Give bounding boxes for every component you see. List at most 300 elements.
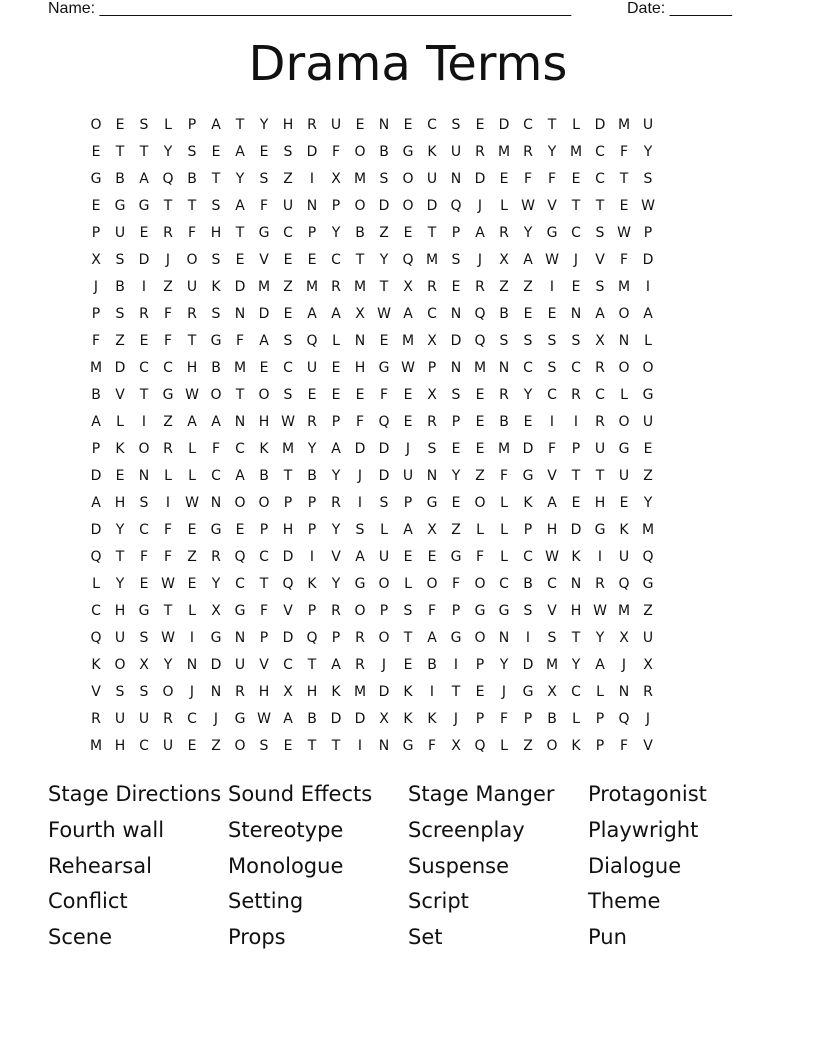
grid-letter: U (114, 629, 126, 646)
grid-letter: F (91, 332, 101, 349)
grid-letter: B (379, 143, 389, 160)
grid-letter: Q (474, 332, 486, 349)
grid-letter: E (379, 332, 389, 349)
grid-letter: T (451, 683, 461, 700)
grid-letter: S (139, 116, 149, 133)
grid-letter: F (163, 521, 173, 538)
grid-letter: P (307, 521, 317, 538)
grid-letter: F (427, 737, 437, 754)
word-bank-item: Pun (588, 925, 627, 950)
grid-letter: Q (474, 737, 486, 754)
grid-letter: F (235, 332, 245, 349)
grid-letter: G (210, 332, 222, 349)
grid-letter: U (594, 440, 606, 457)
grid-letter: A (331, 656, 341, 673)
grid-letter: A (211, 116, 221, 133)
word-bank-item: Protagonist (588, 782, 707, 806)
grid-letter: B (499, 305, 509, 322)
grid-letter: E (283, 251, 293, 268)
grid-letter: Q (618, 710, 630, 727)
grid-letter: R (307, 116, 317, 133)
grid-letter: V (283, 602, 293, 619)
grid-letter: R (355, 629, 365, 646)
grid-letter: G (402, 143, 414, 160)
grid-letter: C (235, 440, 245, 457)
grid-letter: L (500, 737, 508, 754)
grid-row (84, 381, 732, 408)
grid-letter: U (642, 116, 654, 133)
grid-letter: D (378, 683, 390, 700)
word-bank-item: Stage Directions (48, 782, 222, 806)
grid-letter: P (379, 602, 389, 619)
grid-letter: E (91, 197, 101, 214)
grid-row (84, 570, 732, 597)
grid-letter: R (595, 575, 605, 592)
grid-letter: F (163, 548, 173, 565)
grid-letter: R (91, 710, 101, 727)
grid-letter: W (401, 359, 415, 376)
grid-letter: C (139, 521, 149, 538)
grid-letter: T (427, 224, 437, 241)
grid-letter: S (547, 629, 557, 646)
grid-letter: E (307, 251, 317, 268)
grid-letter: C (523, 116, 533, 133)
grid-letter: V (331, 548, 341, 565)
grid-letter: W (545, 548, 559, 565)
grid-letter: D (474, 170, 486, 187)
name-field-label: Name: _____________________________________________________ (48, 0, 572, 17)
grid-letter: W (281, 413, 295, 430)
grid-letter: T (139, 386, 149, 403)
grid-letter: Z (523, 278, 533, 295)
grid-letter: O (354, 197, 366, 214)
grid-letter: J (477, 197, 483, 214)
grid-letter: E (235, 251, 245, 268)
grid-letter: V (547, 602, 557, 619)
grid-letter: S (139, 683, 149, 700)
grid-letter: L (188, 467, 196, 484)
date-field-label: Date: _______ (627, 0, 732, 17)
grid-letter: S (403, 602, 413, 619)
grid-letter: B (307, 467, 317, 484)
word-bank-item: Dialogue (588, 853, 682, 878)
grid-letter: L (500, 548, 508, 565)
grid-letter: G (378, 359, 390, 376)
grid-letter: X (427, 521, 437, 538)
grid-letter: J (621, 656, 627, 673)
grid-letter: Q (474, 305, 486, 322)
grid-letter: A (595, 305, 605, 322)
grid-letter: T (595, 197, 605, 214)
grid-letter: V (259, 656, 269, 673)
grid-letter: P (307, 602, 317, 619)
grid-letter: U (378, 548, 390, 565)
grid-letter: D (90, 467, 102, 484)
grid-letter: N (378, 116, 390, 133)
grid-letter: M (569, 143, 583, 160)
grid-letter: P (643, 224, 653, 241)
grid-letter: A (211, 413, 221, 430)
grid-letter: Y (595, 629, 605, 646)
grid-letter: T (187, 332, 197, 349)
grid-letter: R (355, 656, 365, 673)
grid-letter: P (451, 224, 461, 241)
grid-letter: X (379, 710, 389, 727)
grid-letter: Y (211, 575, 221, 592)
grid-letter: P (451, 602, 461, 619)
grid-letter: T (259, 575, 269, 592)
grid-letter: M (89, 737, 103, 754)
grid-letter: N (618, 683, 630, 700)
grid-letter: Y (235, 170, 245, 187)
grid-letter: A (403, 305, 413, 322)
grid-letter: I (357, 737, 363, 754)
grid-letter: O (114, 656, 126, 673)
grid-letter: C (571, 683, 581, 700)
grid-letter: F (523, 170, 533, 187)
grid-letter: C (523, 548, 533, 565)
word-bank-item: Fourth wall (48, 817, 165, 842)
grid-letter: R (499, 224, 509, 241)
grid-letter: P (91, 440, 101, 457)
grid-letter: E (259, 143, 269, 160)
grid-letter: L (332, 332, 340, 349)
grid-letter: A (139, 170, 149, 187)
grid-letter: P (451, 413, 461, 430)
grid-letter: G (450, 629, 462, 646)
grid-letter: Y (331, 575, 341, 592)
grid-letter: K (259, 440, 269, 457)
grid-letter: T (163, 602, 173, 619)
grid-row (84, 597, 732, 624)
grid-letter: O (546, 737, 558, 754)
grid-letter: I (453, 656, 459, 673)
grid-letter: B (307, 710, 317, 727)
word-bank-item: Suspense (408, 853, 510, 878)
grid-letter: F (499, 467, 509, 484)
grid-letter: E (403, 413, 413, 430)
grid-letter: R (643, 683, 653, 700)
grid-letter: O (354, 602, 366, 619)
grid-letter: A (475, 224, 485, 241)
grid-letter: Q (306, 629, 318, 646)
grid-letter: A (307, 305, 317, 322)
page-title: Drama Terms (248, 36, 568, 92)
grid-letter: W (257, 710, 271, 727)
grid-letter: L (500, 521, 508, 538)
grid-letter: L (164, 467, 172, 484)
grid-letter: R (331, 494, 341, 511)
grid-letter: J (645, 710, 651, 727)
grid-letter: U (306, 359, 318, 376)
grid-letter: Y (523, 224, 533, 241)
grid-letter: S (523, 602, 533, 619)
grid-letter: S (115, 683, 125, 700)
grid-row (84, 273, 732, 300)
grid-letter: U (282, 197, 294, 214)
grid-letter: Q (642, 548, 654, 565)
grid-row (84, 165, 732, 192)
grid-letter: X (547, 683, 557, 700)
grid-letter: Z (163, 278, 173, 295)
grid-letter: Y (571, 656, 581, 673)
grid-letter: E (643, 440, 653, 457)
grid-letter: D (306, 143, 318, 160)
grid-letter: L (116, 413, 124, 430)
grid-letter: Q (90, 629, 102, 646)
grid-letter: E (91, 143, 101, 160)
grid-letter: G (90, 170, 102, 187)
grid-letter: A (643, 305, 653, 322)
grid-letter: U (642, 629, 654, 646)
grid-letter: S (547, 359, 557, 376)
grid-letter: U (186, 278, 198, 295)
grid-letter: C (187, 710, 197, 727)
grid-letter: Y (523, 386, 533, 403)
grid-letter: E (355, 116, 365, 133)
grid-letter: A (355, 548, 365, 565)
grid-letter: S (139, 629, 149, 646)
grid-letter: F (475, 548, 485, 565)
grid-letter: Z (283, 278, 293, 295)
grid-letter: O (234, 737, 246, 754)
grid-letter: E (403, 116, 413, 133)
grid-letter: Z (283, 170, 293, 187)
grid-letter: N (234, 305, 246, 322)
grid-letter: G (522, 467, 534, 484)
grid-letter: U (642, 413, 654, 430)
grid-letter: E (451, 494, 461, 511)
grid-letter: N (498, 629, 510, 646)
grid-letter: T (307, 656, 317, 673)
grid-letter: P (187, 116, 197, 133)
grid-letter: A (91, 494, 101, 511)
grid-letter: T (547, 116, 557, 133)
grid-letter: J (573, 251, 579, 268)
grid-letter: L (596, 683, 604, 700)
grid-letter: S (523, 332, 533, 349)
grid-letter: B (547, 710, 557, 727)
grid-letter: D (594, 116, 606, 133)
grid-letter: B (187, 170, 197, 187)
grid-letter: E (475, 440, 485, 457)
grid-letter: N (426, 467, 438, 484)
grid-letter: L (572, 116, 580, 133)
grid-letter: S (379, 170, 389, 187)
grid-letter: E (499, 170, 509, 187)
grid-letter: K (403, 710, 413, 727)
grid-letter: C (235, 575, 245, 592)
grid-letter: P (331, 629, 341, 646)
grid-letter: T (403, 629, 413, 646)
grid-letter: E (523, 305, 533, 322)
grid-letter: D (330, 710, 342, 727)
grid-letter: R (187, 305, 197, 322)
grid-letter: E (523, 413, 533, 430)
grid-letter: N (378, 737, 390, 754)
grid-letter: O (642, 359, 654, 376)
grid-letter: S (211, 305, 221, 322)
grid-letter: A (235, 467, 245, 484)
grid-letter: F (619, 737, 629, 754)
grid-letter: K (307, 575, 317, 592)
grid-letter: Y (331, 521, 341, 538)
grid-letter: U (426, 170, 438, 187)
grid-letter: P (403, 494, 413, 511)
grid-letter: K (331, 683, 341, 700)
grid-letter: M (281, 440, 295, 457)
grid-letter: I (165, 494, 171, 511)
grid-letter: O (474, 575, 486, 592)
grid-letter: B (499, 413, 509, 430)
word-bank-item: Rehearsal (48, 853, 152, 878)
grid-letter: B (427, 656, 437, 673)
grid-letter: O (402, 197, 414, 214)
grid-letter: E (451, 440, 461, 457)
grid-letter: L (404, 575, 412, 592)
grid-letter: X (619, 629, 629, 646)
grid-letter: D (426, 197, 438, 214)
grid-letter: Y (547, 143, 557, 160)
grid-letter: J (381, 656, 387, 673)
grid-letter: Z (163, 413, 173, 430)
grid-letter: G (258, 224, 270, 241)
grid-letter: T (307, 737, 317, 754)
grid-letter: S (211, 251, 221, 268)
grid-letter: P (259, 521, 269, 538)
grid-letter: R (427, 278, 437, 295)
grid-letter: E (259, 359, 269, 376)
grid-letter: M (305, 278, 319, 295)
grid-letter: C (547, 575, 557, 592)
grid-letter: M (353, 278, 367, 295)
grid-letter: Q (90, 548, 102, 565)
grid-letter: X (499, 251, 509, 268)
grid-letter: V (259, 251, 269, 268)
grid-letter: Z (187, 548, 197, 565)
grid-letter: T (331, 737, 341, 754)
grid-letter: G (234, 602, 246, 619)
grid-letter: C (427, 116, 437, 133)
grid-letter: E (427, 548, 437, 565)
grid-letter: M (233, 359, 247, 376)
grid-letter: H (306, 683, 318, 700)
grid-letter: D (354, 710, 366, 727)
grid-letter: G (162, 386, 174, 403)
grid-letter: M (497, 440, 511, 457)
grid-letter: M (545, 656, 559, 673)
grid-letter: D (90, 521, 102, 538)
grid-letter: Z (379, 224, 389, 241)
grid-letter: A (235, 197, 245, 214)
grid-letter: F (547, 440, 557, 457)
grid-letter: P (91, 224, 101, 241)
grid-letter: G (642, 575, 654, 592)
grid-letter: E (403, 386, 413, 403)
grid-letter: W (545, 251, 559, 268)
grid-letter: Y (331, 224, 341, 241)
grid-letter: E (187, 737, 197, 754)
grid-letter: C (139, 737, 149, 754)
grid-letter: X (595, 332, 605, 349)
grid-letter: V (547, 467, 557, 484)
grid-letter: R (163, 440, 173, 457)
grid-letter: G (594, 521, 606, 538)
grid-letter: I (189, 629, 195, 646)
grid-row (84, 543, 732, 570)
grid-letter: A (403, 521, 413, 538)
grid-letter: C (139, 359, 149, 376)
grid-letter: O (186, 251, 198, 268)
grid-letter: I (309, 170, 315, 187)
grid-letter: E (403, 548, 413, 565)
grid-letter: C (595, 143, 605, 160)
grid-letter: I (597, 548, 603, 565)
grid-letter: O (90, 116, 102, 133)
grid-letter: P (595, 737, 605, 754)
grid-letter: Q (450, 197, 462, 214)
word-bank-item: Stage Manger (408, 782, 555, 806)
grid-letter: E (571, 278, 581, 295)
grid-letter: E (403, 656, 413, 673)
grid-letter: Q (234, 548, 246, 565)
grid-letter: J (189, 683, 195, 700)
grid-letter: F (163, 305, 173, 322)
grid-letter: H (354, 359, 366, 376)
grid-letter: D (522, 440, 534, 457)
grid-letter: F (547, 170, 557, 187)
grid-letter: U (450, 143, 462, 160)
grid-letter: Z (523, 737, 533, 754)
grid-letter: I (549, 413, 555, 430)
grid-letter: I (573, 413, 579, 430)
grid-letter: Y (331, 467, 341, 484)
grid-letter: V (115, 386, 125, 403)
grid-letter: K (523, 494, 533, 511)
grid-letter: E (619, 494, 629, 511)
grid-letter: Z (475, 467, 485, 484)
grid-letter: N (450, 305, 462, 322)
grid-letter: H (258, 413, 270, 430)
grid-letter: Q (618, 575, 630, 592)
grid-letter: E (115, 116, 125, 133)
grid-letter: K (427, 143, 437, 160)
grid-letter: O (210, 386, 222, 403)
grid-letter: M (353, 170, 367, 187)
grid-letter: E (307, 386, 317, 403)
grid-letter: F (619, 143, 629, 160)
grid-letter: X (427, 386, 437, 403)
grid-letter: J (165, 251, 171, 268)
grid-letter: Z (115, 332, 125, 349)
grid-letter: C (283, 656, 293, 673)
grid-letter: U (162, 737, 174, 754)
grid-letter: H (114, 737, 126, 754)
grid-letter: K (211, 278, 221, 295)
grid-row (84, 732, 732, 759)
grid-letter: Y (163, 656, 173, 673)
grid-letter: G (642, 386, 654, 403)
grid-letter: I (309, 548, 315, 565)
worksheet-header (48, 0, 748, 20)
grid-letter: N (234, 413, 246, 430)
grid-letter: Y (499, 656, 509, 673)
grid-letter: A (427, 629, 437, 646)
grid-letter: S (427, 440, 437, 457)
grid-letter: F (259, 602, 269, 619)
grid-row (84, 705, 732, 732)
grid-letter: D (378, 467, 390, 484)
